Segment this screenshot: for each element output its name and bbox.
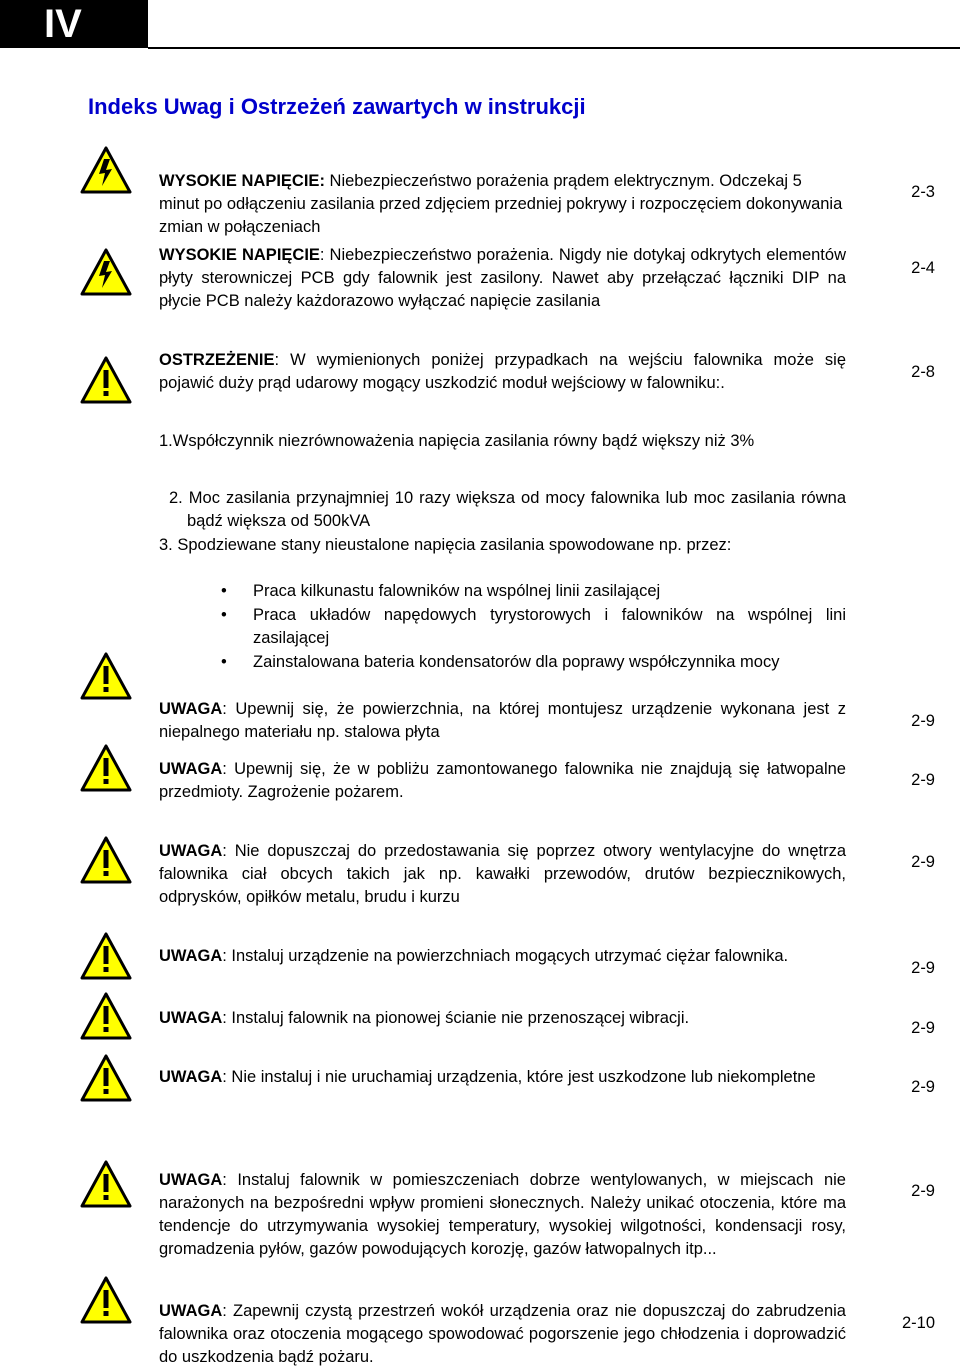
list-item: 1.Współczynnik niezrównoważenia napięcia zasilania równy bądź większy niż 3% bbox=[159, 432, 755, 450]
list-item-text: 2. Moc zasilania przynajmniej 10 razy większa od mocy falownika lub moc zasilania równa bądź większa od 500kVA bbox=[169, 489, 846, 530]
page-reference: 2-4 bbox=[911, 259, 935, 277]
list-item: 3. Spodziewane stany nieustalone napięcia zasilania spowodowane np. przez: bbox=[159, 536, 732, 554]
high-voltage-icon bbox=[80, 146, 132, 194]
warning-body: : Nie instaluj i nie uruchamiaj urządzenia, które jest uszkodzone lub niekompletne bbox=[222, 1068, 816, 1086]
warning-text bbox=[159, 244, 846, 313]
warning-body: : Instaluj urządzenie na powierzchniach mogących utrzymać ciężar falownika. bbox=[222, 947, 789, 965]
page-reference: 2-9 bbox=[911, 1078, 935, 1096]
page-reference: 2-9 bbox=[911, 771, 935, 789]
warning-text bbox=[159, 698, 846, 744]
warning-body: : Upewnij się, że powierzchnia, na której montujesz urządzenie wykonana jest z niepalnego materiału np. stalowa płyta bbox=[159, 700, 846, 741]
page-reference: 2-9 bbox=[911, 1019, 935, 1037]
warning-label: UWAGA bbox=[159, 1009, 223, 1027]
page-reference: 2-3 bbox=[911, 183, 935, 201]
warning-text bbox=[159, 349, 846, 395]
page-reference: 2-8 bbox=[911, 363, 935, 381]
page-title: Indeks Uwag i Ostrzeżeń zawartych w instrukcji bbox=[88, 94, 586, 119]
warning-label: UWAGA bbox=[159, 760, 223, 778]
page-reference: 2-9 bbox=[911, 712, 935, 730]
bullet-item: • Zainstalowana bateria kondensatorów dla poprawy współczynnika mocy bbox=[159, 651, 846, 674]
warning-text bbox=[159, 1066, 846, 1089]
page-reference: 2-9 bbox=[911, 959, 935, 977]
warning-body: : Nie dopuszczaj do przedostawania się poprzez otwory wentylacyjne do wnętrza falownika ciał obcych takich jak np. kawałki przewodów, drutów bezpiecznikowych, odprysków, opiłków metalu, brudu i kurzu bbox=[159, 842, 846, 906]
warning-label: UWAGA bbox=[159, 1302, 223, 1320]
caution-icon bbox=[80, 1276, 132, 1324]
caution-icon bbox=[80, 1054, 132, 1102]
warning-text bbox=[159, 170, 846, 239]
caution-icon bbox=[80, 652, 132, 700]
warning-label: UWAGA bbox=[159, 842, 223, 860]
bullet-icon: • bbox=[221, 606, 227, 624]
warning-body: : Niebezpieczeństwo porażenia. Nigdy nie dotykaj odkrytych elementów płyty sterowniczej PCB gdy falownik jest zasilony. Nawet aby przełączać łączniki DIP na płycie PCB należy każdorazowo wyłączać napięcie zasilania bbox=[159, 246, 846, 310]
caution-icon bbox=[80, 992, 132, 1040]
page-reference: 2-10 bbox=[901, 1314, 935, 1332]
caution-icon bbox=[80, 1160, 132, 1208]
warning-label: UWAGA bbox=[159, 1171, 223, 1189]
warning-text bbox=[159, 840, 846, 909]
caution-icon bbox=[80, 932, 132, 980]
warning-label: UWAGA bbox=[159, 1068, 223, 1086]
page-reference: 2-9 bbox=[911, 853, 935, 871]
list-item bbox=[159, 487, 846, 533]
bullet-item: • Praca układów napędowych tyrystorowych i falowników na wspólnej lini zasilającej bbox=[221, 606, 846, 647]
bullet-icon: • bbox=[221, 653, 227, 671]
warning-label: UWAGA bbox=[159, 700, 223, 718]
bullet-icon: • bbox=[221, 582, 227, 600]
warning-label: WYSOKIE NAPIĘCIE bbox=[159, 246, 320, 264]
caution-icon bbox=[80, 836, 132, 884]
warning-body: : Instaluj falownik na pionowej ścianie nie przenoszącej wibracji. bbox=[222, 1009, 690, 1027]
caution-icon bbox=[80, 356, 132, 404]
warning-body: : Upewnij się, że w pobliżu zamontowanego falownika nie znajdują się łatwopalne przedmioty. Zagrożenie pożarem. bbox=[159, 760, 846, 801]
warning-body: : Instaluj falownik w pomieszczeniach dobrze wentylowanych, w miejscach nie narażonych na bezpośredni wpływ promieni słonecznych. Należy unikać otoczenia, które ma tendencje do utrzymywania wysokiej temperatury, wysokiej wilgotności, kondensacji rosy, gromadzenia pyłów, gazów powodujących korozję, gazów łatwopalnych itp... bbox=[159, 1171, 846, 1258]
warning-text bbox=[159, 758, 846, 804]
bullet-item: • Praca kilkunastu falowników na wspólnej linii zasilającej bbox=[159, 580, 846, 603]
warning-text bbox=[159, 1169, 846, 1261]
warning-label: WYSOKIE NAPIĘCIE: bbox=[159, 172, 325, 190]
warning-text bbox=[159, 945, 846, 968]
caution-icon bbox=[80, 744, 132, 792]
warning-label: OSTRZEŻENIE bbox=[159, 351, 275, 369]
warning-text bbox=[159, 1007, 846, 1030]
page-reference: 2-9 bbox=[911, 1182, 935, 1200]
warning-body: : W wymienionych poniżej przypadkach na wejściu falownika może się pojawić duży prąd udarowy mogący uszkodzić moduł wejściowy w falowniku:. bbox=[159, 351, 846, 392]
warning-body: Niebezpieczeństwo porażenia prądem elektrycznym. Odczekaj 5 minut po odłączeniu zasilania przed zdjęciem przedniej pokrywy i rozpoczęciem dokonywania zmian w połączeniach bbox=[159, 172, 843, 236]
header-rule bbox=[148, 47, 960, 49]
warning-body: : Zapewnij czystą przestrzeń wokół urządzenia oraz nie dopuszczaj do zabrudzenia falownika oraz otoczenia mogącego spowodować pogorszenie jego chłodzenia i doprowadzić do uszkodzenia bądź pożaru. bbox=[159, 1302, 846, 1366]
warning-label: UWAGA bbox=[159, 947, 223, 965]
warning-text bbox=[159, 1300, 846, 1369]
chapter-number: IV bbox=[0, 0, 148, 48]
high-voltage-icon bbox=[80, 248, 132, 296]
